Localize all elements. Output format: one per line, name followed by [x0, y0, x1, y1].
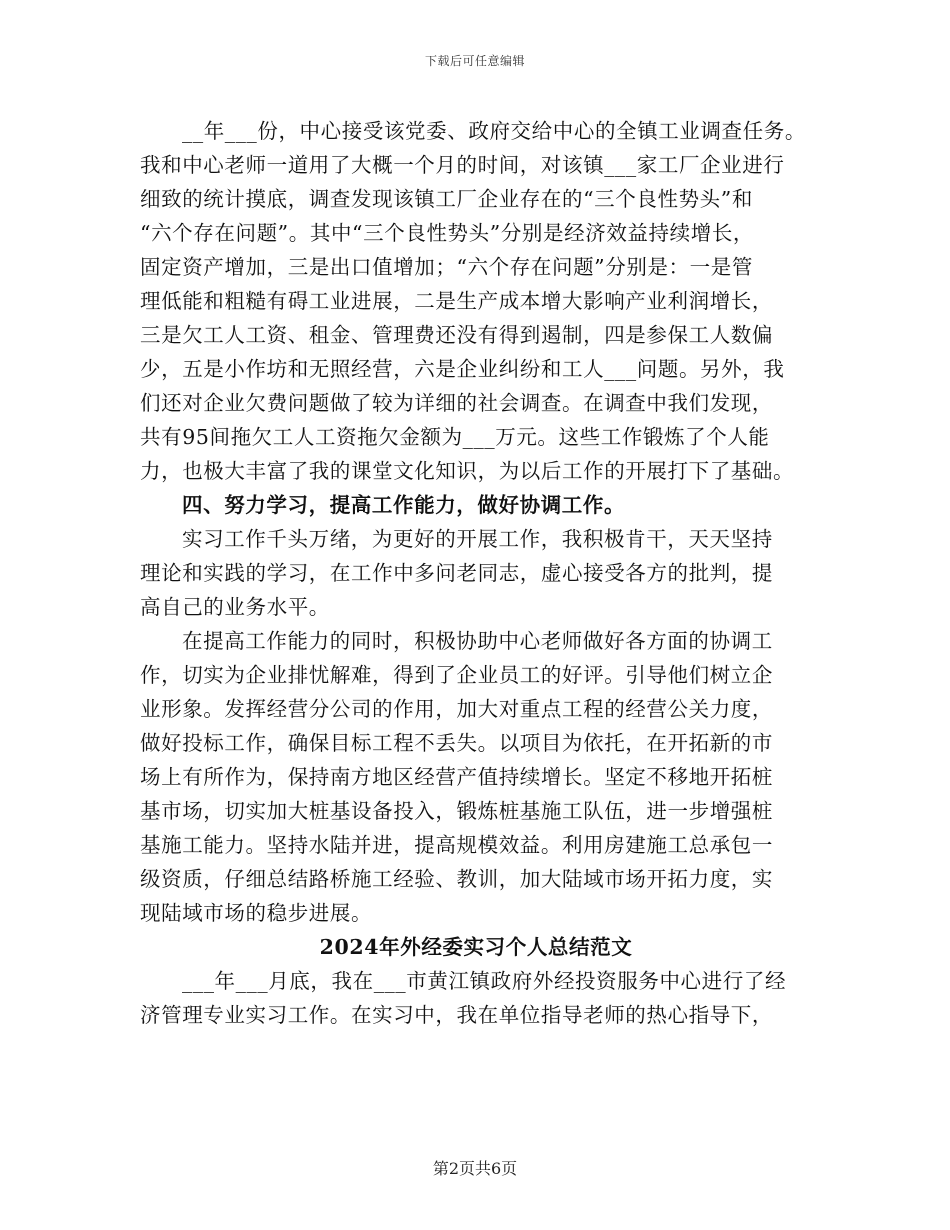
paragraph-line: __年___份，中心接受该党委、政府交给中心的全镇工业调查任务。 [182, 119, 806, 143]
paragraph-line: 理论和实践的学习，在工作中多问老同志，虚心接受各方的批判，提 [140, 561, 773, 585]
paragraph-line: 少，五是小作坊和无照经营，六是企业纠纷和工人___问题。另外，我 [140, 357, 785, 381]
paragraph-line: 细致的统计摸底，调查发现该镇工厂企业存在的“三个良性势头”和 [140, 187, 753, 211]
paragraph-line: 基施工能力。坚持水陆并进，提高规模效益。利用房建施工总承包一 [140, 833, 773, 857]
section-heading: 四、努力学习，提高工作能力，做好协调工作。 [182, 493, 626, 517]
paragraph-line: “六个存在问题”。其中“三个良性势头”分别是经济效益持续增长， [140, 221, 755, 245]
paragraph-line: 三是欠工人工资、租金、管理费还没有得到遏制，四是参保工人数偏 [140, 323, 773, 347]
paragraph-line: 济管理专业实习工作。在实习中，我在单位指导老师的热心指导下， [140, 1003, 773, 1027]
paragraph-line: 固定资产增加，三是出口值增加；“六个存在问题”分别是：一是管 [140, 255, 753, 279]
paragraph-line: 做好投标工作，确保目标工程不丢失。以项目为依托，在开拓新的市 [140, 731, 773, 755]
page-number: 第2页共6页 [432, 1159, 518, 1178]
paragraph-line: 在提高工作能力的同时，积极协助中心老师做好各方面的协调工 [182, 629, 773, 653]
paragraph-line: 现陆域市场的稳步进展。 [140, 901, 373, 925]
document-body [140, 114, 812, 1032]
paragraph-line: 场上有所作为，保持南方地区经营产值持续增长。坚定不移地开拓桩 [140, 765, 773, 789]
paragraph-line: 作，切实为企业排忧解难，得到了企业员工的好评。引导他们树立企 [140, 663, 773, 687]
paragraph-line: 业形象。发挥经营分公司的作用，加大对重点工程的经营公关力度， [140, 697, 773, 721]
document-title: 2024年外经委实习个人总结范文 [319, 935, 633, 959]
paragraph-line: 理低能和粗糙有碍工业进展，二是生产成本增大影响产业利润增长， [140, 289, 773, 313]
paragraph-line: 共有95间拖欠工人工资拖欠金额为___万元。这些工作锻炼了个人能 [140, 425, 770, 449]
page-header-note: 下载后可任意编辑 [424, 54, 525, 68]
paragraph-line: ___年___月底，我在___市黄江镇政府外经投资服务中心进行了经 [182, 969, 787, 993]
paragraph-line: 我和中心老师一道用了大概一个月的时间，对该镇___家工厂企业进行 [140, 153, 785, 177]
paragraph-line: 高自己的业务水平。 [140, 595, 330, 619]
paragraph-line: 实习工作千头万绪，为更好的开展工作，我积极肯干，天天坚持 [182, 527, 773, 551]
paragraph-line: 级资质，仔细总结路桥施工经验、教训，加大陆域市场开拓力度，实 [140, 867, 773, 891]
paragraph-line: 力，也极大丰富了我的课堂文化知识，为以后工作的开展打下了基础。 [140, 459, 795, 483]
paragraph-line: 们还对企业欠费问题做了较为详细的社会调查。在调查中我们发现， [140, 391, 773, 415]
paragraph-line: 基市场，切实加大桩基设备投入，锻炼桩基施工队伍，进一步增强桩 [140, 799, 773, 823]
